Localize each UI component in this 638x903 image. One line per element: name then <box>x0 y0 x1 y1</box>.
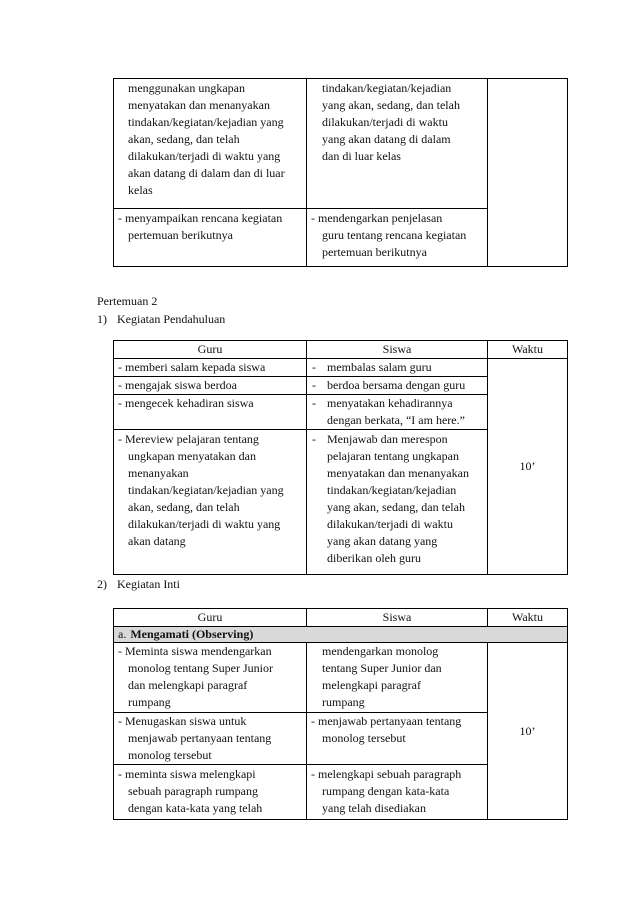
guru-text-line: monolog tentang Super Junior <box>128 661 273 675</box>
section-label: Kegiatan Inti <box>117 577 180 591</box>
kegiatan-pendahuluan-table <box>113 340 568 575</box>
siswa-cell <box>307 713 488 765</box>
section-number: 2) <box>97 577 107 591</box>
siswa-text-line: menyatakan kehadirannya <box>327 396 453 410</box>
guru-text-line: akan, sedang, dan telah <box>128 132 240 146</box>
siswa-text-line: - melengkapi sebuah paragraph <box>311 767 462 781</box>
table-row <box>114 643 568 713</box>
header-waktu: Waktu <box>488 609 568 627</box>
guru-text-line: menanyakan <box>128 466 189 480</box>
guru-text-line: rumpang <box>128 695 171 709</box>
guru-text-line: - mengajak siswa berdoa <box>118 378 237 392</box>
guru-text-line: menggunakan ungkapan <box>128 81 245 95</box>
siswa-text-line: monolog tersebut <box>322 731 406 745</box>
table-header-row <box>114 341 568 359</box>
table-row <box>114 359 568 377</box>
siswa-text-line: yang akan, sedang, dan telah <box>327 500 465 514</box>
siswa-text-line: - mendengarkan penjelasan <box>311 211 443 225</box>
waktu-cell <box>488 79 568 267</box>
header-guru: Guru <box>114 609 307 627</box>
waktu-cell: 10’ <box>488 359 568 575</box>
section-heading-pendahuluan <box>97 311 225 328</box>
siswa-cell <box>307 395 488 430</box>
siswa-cell <box>307 377 488 395</box>
siswa-cell <box>307 430 488 575</box>
guru-text-line: monolog tersebut <box>128 748 212 762</box>
guru-text-line: menjawab pertanyaan tentang <box>128 731 272 745</box>
guru-cell <box>114 430 307 575</box>
siswa-bullet-item <box>311 359 487 376</box>
subsection-label: Mengamati (Observing) <box>130 627 254 641</box>
guru-text-line: pertemuan berikutnya <box>128 228 233 242</box>
section-label: Kegiatan Pendahuluan <box>117 312 226 326</box>
siswa-text-line: diberikan oleh guru <box>327 551 421 565</box>
siswa-text-line: dengan berkata, “I am here.” <box>327 413 465 427</box>
siswa-text-line: tentang Super Junior dan <box>322 661 442 675</box>
header-siswa: Siswa <box>307 341 488 359</box>
siswa-text-line: mendengarkan monolog <box>322 644 439 658</box>
siswa-text-line: berdoa bersama dengan guru <box>327 378 466 392</box>
continued-lesson-table <box>113 78 568 267</box>
guru-text-line: - Meminta siswa mendengarkan <box>118 644 272 658</box>
guru-cell <box>114 79 307 209</box>
siswa-text-line: yang akan datang yang <box>327 534 438 548</box>
guru-cell <box>114 713 307 765</box>
guru-text-line: dan melengkapi paragraf <box>128 678 248 692</box>
guru-text-line: - memberi salam kepada siswa <box>118 360 266 374</box>
guru-text-line: dilakukan/terjadi di waktu yang <box>128 149 281 163</box>
guru-cell <box>114 643 307 713</box>
siswa-text-line: membalas salam guru <box>327 360 432 374</box>
guru-text-line: - mengecek kehadiran siswa <box>118 396 254 410</box>
guru-cell <box>114 359 307 377</box>
siswa-text-line: yang telah disediakan <box>322 801 426 815</box>
guru-cell <box>114 209 307 267</box>
guru-text-line: dengan kata-kata yang telah <box>128 801 263 815</box>
siswa-cell <box>307 79 488 209</box>
guru-text-line: - meminta siswa melengkapi <box>118 767 256 781</box>
guru-text-line: dilakukan/terjadi di waktu yang <box>128 517 281 531</box>
guru-cell <box>114 765 307 820</box>
bullet-dash: - <box>312 396 316 410</box>
siswa-text-line: dan di luar kelas <box>322 149 401 163</box>
siswa-text-line: yang akan, sedang, dan telah <box>322 98 460 112</box>
siswa-text-line: tindakan/kegiatan/kejadian <box>322 81 452 95</box>
siswa-bullet-item <box>311 395 487 429</box>
guru-text-line: akan datang <box>128 534 186 548</box>
section-heading-inti <box>97 576 180 593</box>
siswa-text-line: rumpang <box>322 695 365 709</box>
guru-text-line: ungkapan menyatakan dan <box>128 449 256 463</box>
siswa-text-line: melengkapi paragraf <box>322 678 421 692</box>
guru-text-line: - Menugaskan siswa untuk <box>118 714 247 728</box>
siswa-text-line: pertemuan berikutnya <box>322 245 427 259</box>
header-siswa: Siswa <box>307 609 488 627</box>
siswa-text-line: dilakukan/terjadi di waktu <box>327 517 453 531</box>
guru-text-line: menyatakan dan menanyakan <box>128 98 270 112</box>
section-number: 1) <box>97 312 107 326</box>
guru-text-line: tindakan/kegiatan/kejadian yang <box>128 483 284 497</box>
bullet-dash: - <box>312 378 316 392</box>
bullet-dash: - <box>312 432 316 446</box>
siswa-text-line: tindakan/kegiatan/kejadian <box>327 483 457 497</box>
guru-text-line: akan datang di dalam dan di luar <box>128 166 285 180</box>
meeting-title: Pertemuan 2 <box>97 294 158 308</box>
siswa-text-line: pelajaran tentang ungkapan <box>327 449 459 463</box>
guru-text-line: - menyampaikan rencana kegiatan <box>118 211 283 225</box>
guru-text-line: sebuah paragraph rumpang <box>128 784 258 798</box>
guru-cell <box>114 377 307 395</box>
siswa-text-line: - menjawab pertanyaan tentang <box>311 714 462 728</box>
siswa-text-line: rumpang dengan kata-kata <box>322 784 450 798</box>
kegiatan-inti-table <box>113 608 568 820</box>
bullet-dash: - <box>312 360 316 374</box>
siswa-bullet-item <box>311 431 487 567</box>
table-header-row <box>114 609 568 627</box>
siswa-bullet-item <box>311 377 487 394</box>
siswa-text-line: menyatakan dan menanyakan <box>327 466 469 480</box>
guru-text-line: akan, sedang, dan telah <box>128 500 240 514</box>
siswa-text-line: Menjawab dan merespon <box>327 432 448 446</box>
guru-text-line: kelas <box>128 183 153 197</box>
header-guru: Guru <box>114 341 307 359</box>
subsection-row <box>114 627 568 643</box>
header-waktu: Waktu <box>488 341 568 359</box>
subsection-cell <box>114 627 568 643</box>
guru-text-line: - Mereview pelajaran tentang <box>118 432 259 446</box>
siswa-cell <box>307 643 488 713</box>
siswa-cell <box>307 209 488 267</box>
waktu-cell: 10’ <box>488 643 568 820</box>
siswa-cell <box>307 359 488 377</box>
guru-text-line: tindakan/kegiatan/kejadian yang <box>128 115 284 129</box>
siswa-text-line: yang akan datang di dalam <box>322 132 451 146</box>
subsection-prefix: a. <box>118 627 127 641</box>
siswa-text-line: guru tentang rencana kegiatan <box>322 228 467 242</box>
guru-cell <box>114 395 307 430</box>
table-row <box>114 79 568 209</box>
siswa-cell <box>307 765 488 820</box>
siswa-text-line: dilakukan/terjadi di waktu <box>322 115 448 129</box>
